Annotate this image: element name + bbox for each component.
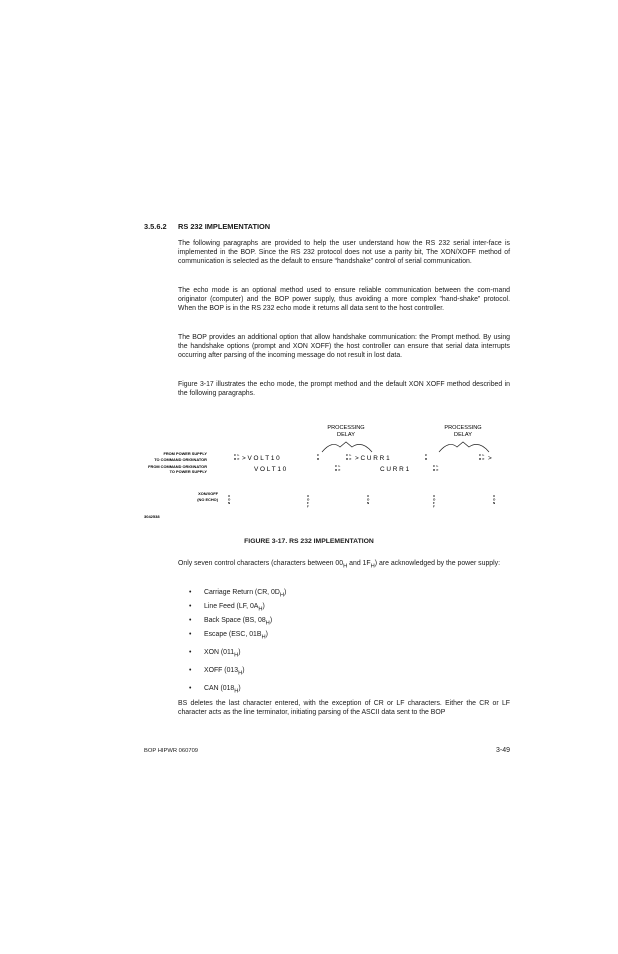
svg-text:F: F xyxy=(237,457,240,461)
svg-text:L: L xyxy=(436,464,439,468)
delay-arc-1 xyxy=(322,442,372,452)
svg-text:O: O xyxy=(228,497,231,502)
svg-text:O: O xyxy=(493,497,496,502)
paragraph-1: The following paragraphs are provided to help the user understand how the RS 232 serial inter-face is implemented in the BOP. Since the RS 232 protocol does not use a parity bit, The XON/XOFF method of communication is selected as the default to ensure “handshake” control of serial communication. xyxy=(178,240,510,265)
paragraph-4: Figure 3-17 illustrates the echo mode, the prompt method and the default XON XOFF method described in the following paragraphs. xyxy=(178,381,510,397)
svg-text:R: R xyxy=(317,457,320,461)
list-item: • Carriage Return (CR, $0D_H$) xyxy=(188,588,286,602)
row1-label-line2: TO COMMAND ORIGINATOR xyxy=(154,457,207,462)
svg-text:F: F xyxy=(307,501,309,505)
svg-text:N: N xyxy=(493,501,496,505)
row2-sequence-1: V O L T 1 0 xyxy=(254,466,287,473)
svg-text:N: N xyxy=(367,501,370,505)
svg-text:L: L xyxy=(338,464,341,468)
svg-text:C: C xyxy=(317,453,320,457)
paragraph-bs-description: BS deletes the last character entered, with the exception of CR or LF characters. Either the CR or LF character acts as the line terminator, initiating parsing of the ASCII data sent to the BOP xyxy=(178,700,510,716)
row1-label-line1: FROM POWER SUPPLY xyxy=(163,451,207,456)
svg-text:X: X xyxy=(367,494,370,498)
row1-cr-glyph-1 xyxy=(317,453,320,461)
paragraph-2: The echo mode is an optional method used to ensure reliable communication between the com-mand originator (computer) and the BOP power supply, thus avoiding a more complex “hand-shake” protocol. When the BOP is in the RS 232 echo mode it returns all data sent to the host controller. xyxy=(178,287,510,312)
row3-label-line1: XON/XOFF xyxy=(198,491,218,496)
svg-text:R: R xyxy=(335,468,338,472)
list-item: • Escape (ESC, $01B_H$) xyxy=(188,630,286,644)
row1-end-prompt: > xyxy=(488,455,492,462)
row1-cr-lf-glyph-end xyxy=(479,453,485,461)
svg-text:R: R xyxy=(479,457,482,461)
svg-text:R: R xyxy=(425,457,428,461)
svg-text:L: L xyxy=(482,453,485,457)
xon-xoff-markers xyxy=(228,494,496,509)
svg-text:X: X xyxy=(433,494,436,498)
row2-cr-lf-glyph-1 xyxy=(335,464,341,472)
svg-text:C: C xyxy=(479,453,482,457)
control-intro-paragraph: Only seven control characters (characters between $00_H$ and $1F_H$) are acknowledged by the power supply: xyxy=(178,560,501,570)
row2-label-line1: FROM COMMAND ORIGINATOR xyxy=(148,464,207,469)
svg-text:C: C xyxy=(433,464,436,468)
row1-sequence-1: > V O L T 1 0 xyxy=(242,455,280,462)
svg-text:F: F xyxy=(436,468,439,472)
svg-text:C: C xyxy=(425,453,428,457)
svg-text:C: C xyxy=(335,464,338,468)
row1-sequence-2: > C U R R 1 xyxy=(355,455,390,462)
delay-label-2-line2: DELAY xyxy=(454,432,472,438)
list-item: • XOFF $(013_H)$ xyxy=(188,666,286,680)
svg-text:C: C xyxy=(234,453,237,457)
svg-text:R: R xyxy=(346,457,349,461)
section-number: 3.5.6.2 xyxy=(144,222,167,231)
svg-text:N: N xyxy=(228,501,231,505)
row1-cr-lf-glyph-2 xyxy=(346,453,352,461)
list-item: • Line Feed (LF, $0A_H$) xyxy=(188,602,286,616)
svg-text:F: F xyxy=(349,457,352,461)
svg-text:C: C xyxy=(346,453,349,457)
row2-cr-lf-glyph-2 xyxy=(433,464,439,472)
svg-text:R: R xyxy=(433,468,436,472)
list-item: • CAN $(018_H)$ xyxy=(188,684,286,698)
footer-page-number: 3-49 xyxy=(495,747,510,754)
delay-label-1-line1: PROCESSING xyxy=(327,425,365,431)
row1-cr-lf-glyph-start xyxy=(234,453,240,461)
svg-text:X: X xyxy=(307,494,310,498)
svg-text:O: O xyxy=(433,497,436,502)
svg-text:F: F xyxy=(433,501,435,505)
svg-text:R: R xyxy=(234,457,237,461)
list-item: • Back Space (BS, $08_H$) xyxy=(188,616,286,630)
svg-text:X: X xyxy=(493,494,496,498)
footer-document-id: BOP HIPWR 060709 xyxy=(144,748,199,754)
svg-text:F: F xyxy=(433,504,435,509)
figure-caption: FIGURE 3-17. RS 232 IMPLEMENTATION xyxy=(244,538,374,545)
list-item: • XON $(011_H)$ xyxy=(188,648,286,662)
svg-text:O: O xyxy=(307,497,310,502)
svg-text:L: L xyxy=(349,453,352,457)
row2-sequence-2: C U R R 1 xyxy=(380,466,410,473)
svg-text:O: O xyxy=(367,497,370,502)
delay-label-1-line2: DELAY xyxy=(337,432,355,438)
svg-text:L: L xyxy=(237,453,240,457)
delay-arc-2 xyxy=(439,442,489,452)
paragraph-3: The BOP provides an additional option that allow handshake communication: the Prompt method. By using the handshake options (prompt and XON XOFF) the host controller can ensure that serial data interrupts occurring after parsing of the incoming message do not result in lost data. xyxy=(178,334,510,359)
control-character-list xyxy=(188,588,286,698)
section-title: RS 232 IMPLEMENTATION xyxy=(178,222,271,231)
svg-text:X: X xyxy=(228,494,231,498)
delay-label-2-line1: PROCESSING xyxy=(444,425,482,431)
svg-text:F: F xyxy=(482,457,485,461)
row3-label-line2: (NO ECHO) xyxy=(197,497,218,502)
svg-text:F: F xyxy=(307,504,309,509)
row1-cr-glyph-3 xyxy=(425,453,428,461)
row2-label-line2: TO POWER SUPPLY xyxy=(169,469,207,474)
svg-text:F: F xyxy=(338,468,341,472)
figure-id: 3042538 xyxy=(144,514,160,519)
echo-mode-figure xyxy=(144,420,520,525)
